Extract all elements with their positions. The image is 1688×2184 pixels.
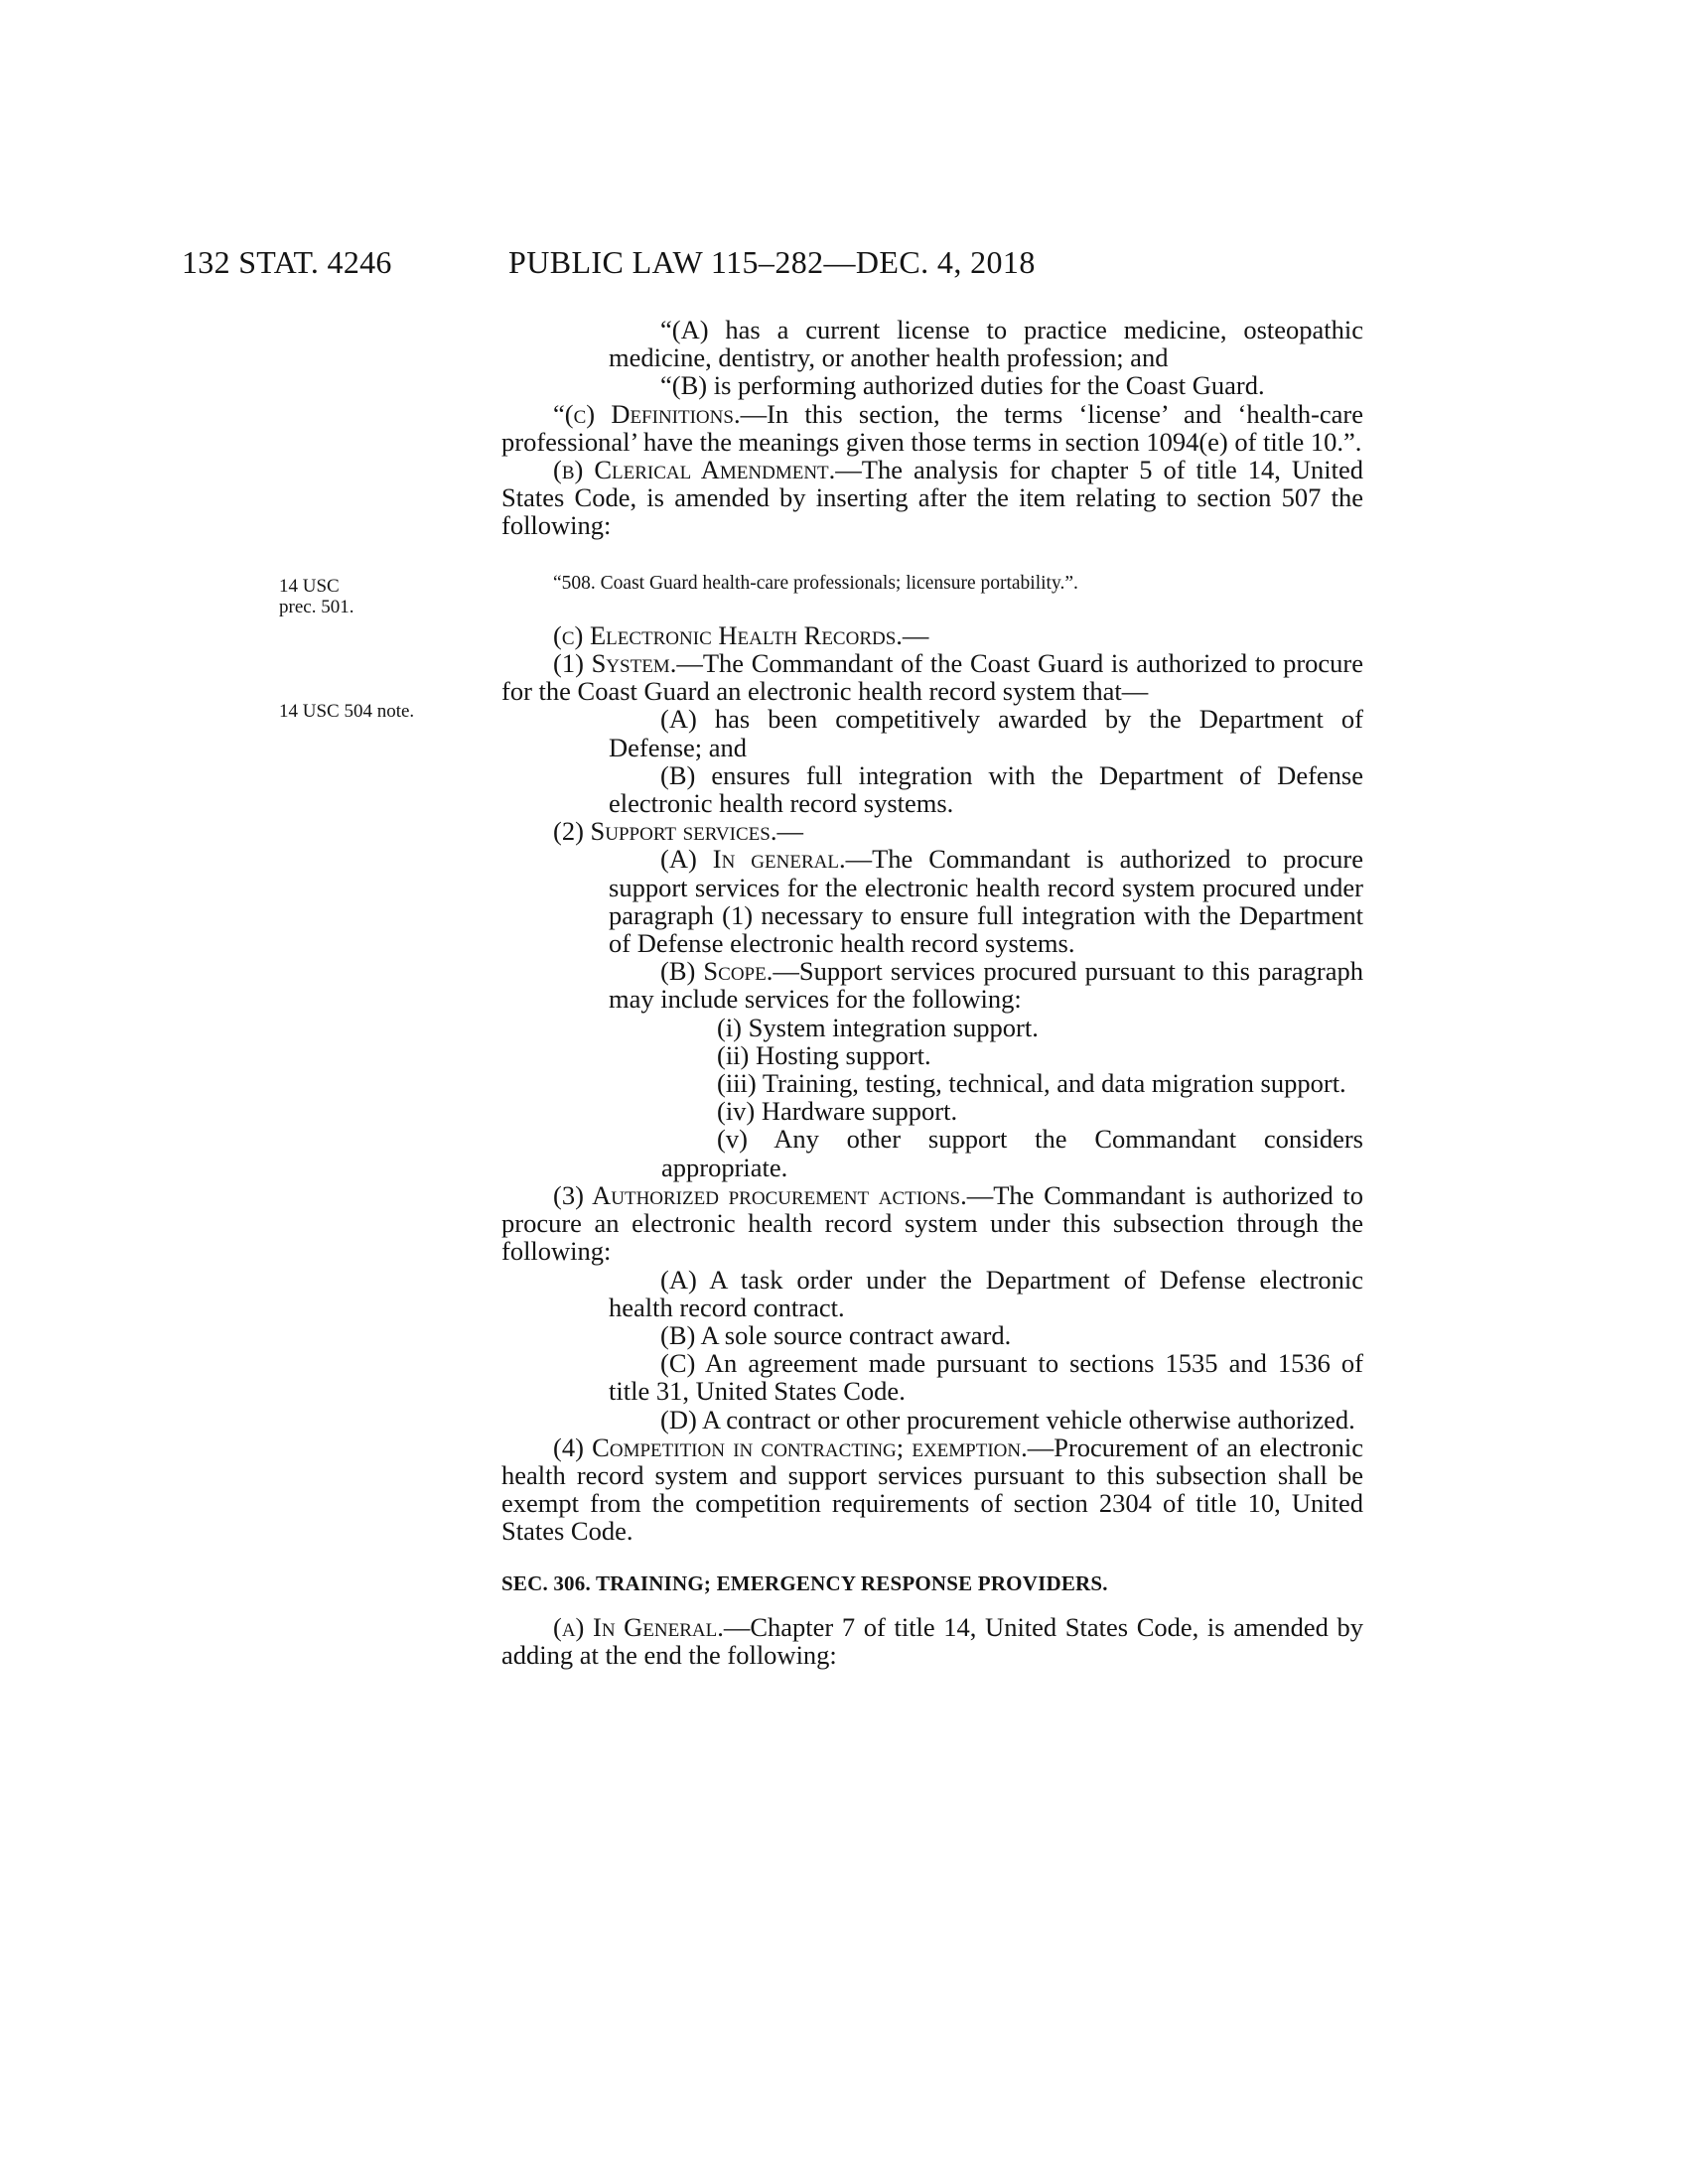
paragraph-3-authorized-procurement-actions <box>501 1181 1363 1266</box>
public-law-header: PUBLIC LAW 115–282—DEC. 4, 2018 <box>508 244 1036 280</box>
clause-b-authorized-duties: “(B) is performing authorized duties for the Coast Guard. <box>660 370 1265 401</box>
clause-iii: (iii) Training, testing, technical, and data migration support. <box>717 1068 1346 1099</box>
text: —The Commandant is authorized to procure support services for the electronic health record system procured under paragraph (1) necessary to ensure full integration with the Department of Defense electronic health record systems. <box>609 844 1363 959</box>
clause-a-license: “(A) has a current license to practice medicine, osteopathic medicine, dentistry, or another health profession; and <box>609 315 1363 373</box>
heading: (A) In general. <box>660 844 846 875</box>
subsection-c-electronic-health-records <box>501 621 1363 649</box>
heading: (b) Clerical Amendment. <box>553 455 836 485</box>
text: —The Commandant of the Coast Guard is authorized to procure for the Coast Guard an electronic health record system that— <box>501 648 1363 707</box>
heading: (3) Authorized procurement actions. <box>553 1179 967 1210</box>
section-306-subsection-a <box>501 1613 1363 1669</box>
margin-note-line: prec. 501. <box>279 597 354 617</box>
paragraph-1-system <box>501 649 1363 705</box>
margin-note-line: 14 USC <box>279 576 340 597</box>
subsection-b-clerical-amendment <box>501 456 1363 540</box>
subsection-c-definitions <box>501 400 1363 456</box>
text: —Chapter 7 of title 14, United States Code, is amended by adding at the end the following: <box>501 1611 1363 1670</box>
section-306-heading: SEC. 306. TRAINING; EMERGENCY RESPONSE PROVIDERS. <box>501 1570 1108 1595</box>
clause-v: (v) Any other support the Commandant considers appropriate. <box>661 1124 1363 1182</box>
text: —The analysis for chapter 5 of title 14, United States Code, is amended by inserting after the item relating to section 507 the following: <box>501 455 1364 541</box>
text: —The Commandant is authorized to procure an electronic health record system under this subsection through the following: <box>501 1179 1363 1267</box>
text: —Support services procured pursuant to this paragraph may include services for the following: <box>609 956 1363 1015</box>
heading: (c) Electronic Health Records.— <box>553 619 929 650</box>
text: —In this section, the terms ‘license’ and ‘health-care professional’ have the meanings given those terms in section 1094(e) of title 10.”. <box>501 398 1364 457</box>
paragraph-2-a-in-general <box>501 845 1363 957</box>
margin-note-usc-504: 14 USC 504 note. <box>279 701 415 722</box>
heading: (4) Competition in contracting; exemption. <box>553 1432 1028 1462</box>
clause-i: (i) System integration support. <box>717 1012 1039 1042</box>
paragraph-2-support-services <box>501 817 1363 845</box>
statute-page-citation: 132 STAT. 4246 <box>182 244 392 280</box>
heading: (a) In General. <box>553 1611 724 1642</box>
main-text-column <box>501 316 1363 1669</box>
margin-note-usc-prec-501 <box>279 576 353 617</box>
paragraph-3-b: (B) A sole source contract award. <box>660 1319 1012 1350</box>
paragraph-2-b-scope <box>501 957 1363 1013</box>
heading: (1) System. <box>553 648 677 679</box>
paragraph-1-a: (A) has been competitively awarded by the Department of Defense; and <box>609 704 1363 762</box>
inserted-item-508: “508. Coast Guard health-care professionals; licensure portability.”. <box>553 572 1078 594</box>
paragraph-3-d: (D) A contract or other procurement vehicle otherwise authorized. <box>660 1404 1355 1434</box>
clause-iv: (iv) Hardware support. <box>717 1096 958 1127</box>
text: —Procurement of an electronic health record system and support services pursuant to this subsection shall be exempt from the competition requirements of section 2304 of title 10, United States Code. <box>501 1432 1363 1547</box>
paragraph-1-b: (B) ensures full integration with the Department of Defense electronic health record systems. <box>609 759 1363 819</box>
heading: (2) Support services.— <box>553 816 803 847</box>
clause-ii: (ii) Hosting support. <box>717 1039 931 1070</box>
paragraph-3-c: (C) An agreement made pursuant to sections 1535 and 1536 of title 31, United States Code. <box>609 1348 1363 1407</box>
paragraph-3-a: (A) A task order under the Department of Defense electronic health record contract. <box>609 1264 1363 1322</box>
heading: (B) Scope. <box>660 956 774 987</box>
heading: “(c) Definitions. <box>553 398 741 429</box>
paragraph-4-competition-exemption <box>501 1433 1363 1546</box>
